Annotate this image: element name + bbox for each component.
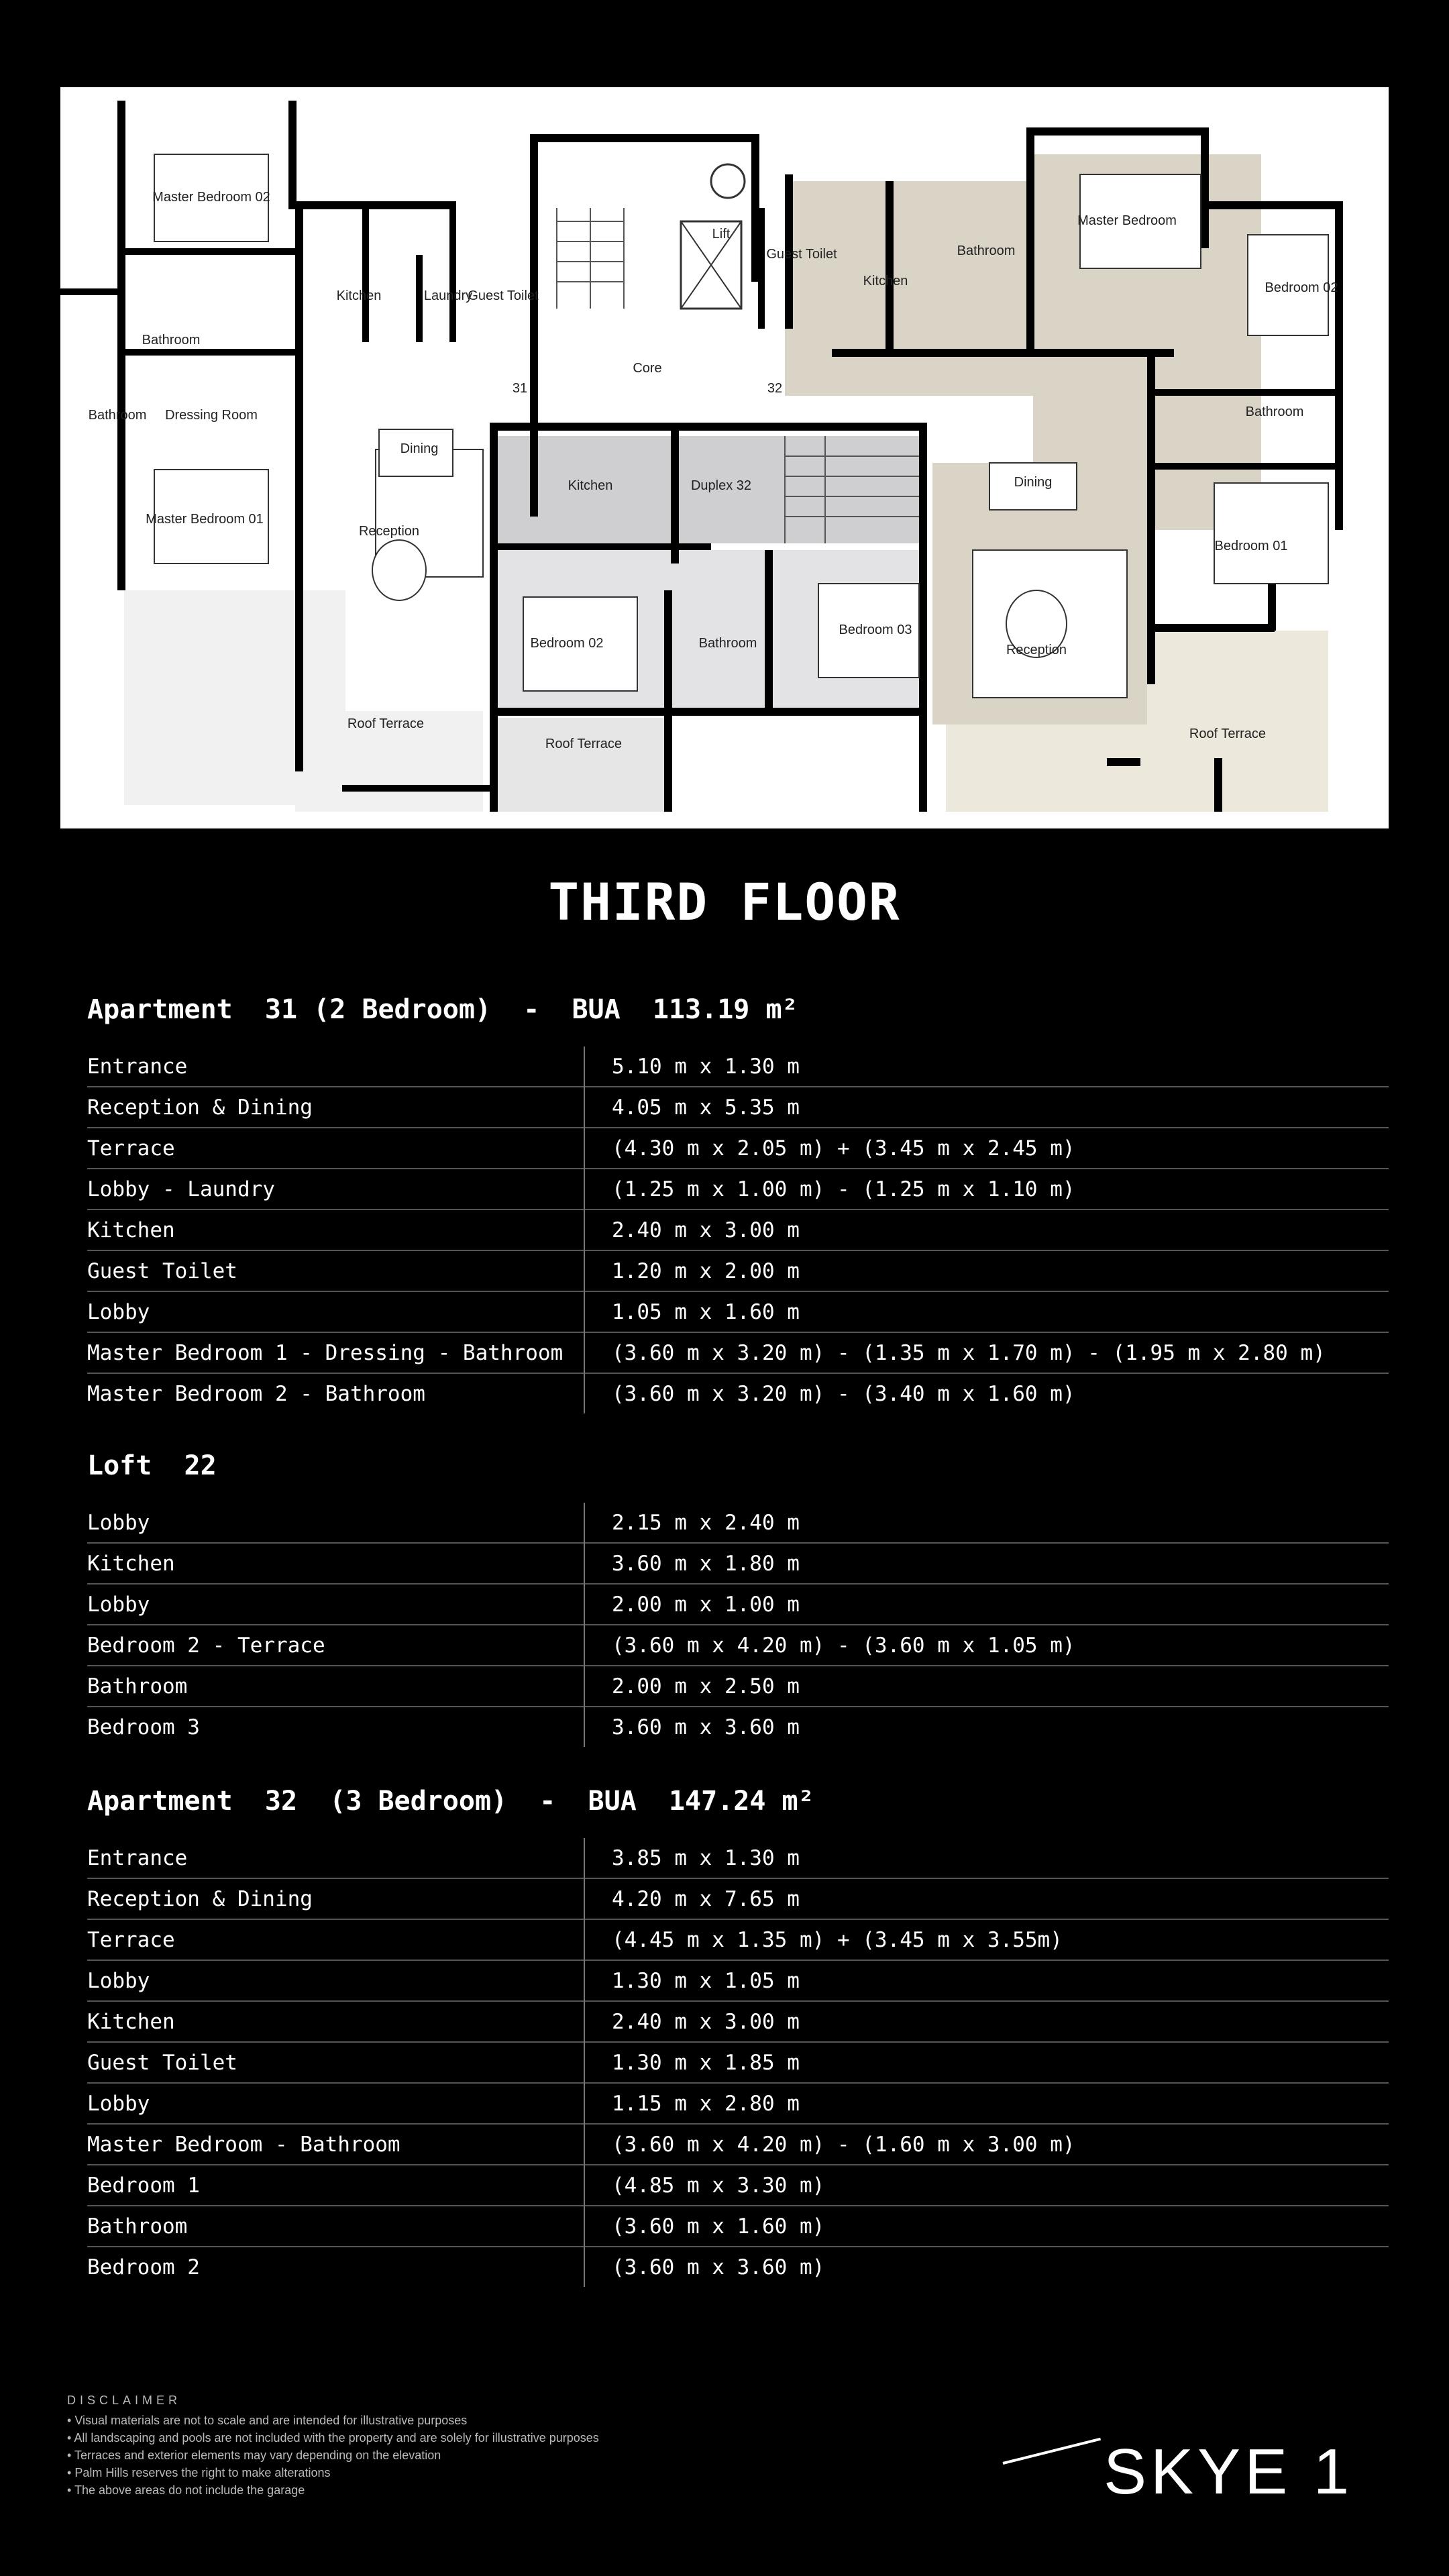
plan-label-reception: Reception xyxy=(358,524,420,539)
table-row xyxy=(87,1707,1389,1747)
room-dimensions: (3.60 m x 1.60 m) xyxy=(612,2214,825,2239)
plan-label-roof-terrace: Roof Terrace xyxy=(347,716,425,731)
table-row xyxy=(87,2001,1389,2042)
room-name: Entrance xyxy=(87,1838,584,1878)
plan-label-bedroom-03: Bedroom 03 xyxy=(839,623,912,637)
section-heading: Loft 22 xyxy=(87,1450,217,1481)
plan-label-unit-31: 31 xyxy=(512,381,528,396)
room-dimensions: (4.30 m x 2.05 m) + (3.45 m x 2.45 m) xyxy=(612,1136,1075,1161)
plan-label-roof-terrace: Roof Terrace xyxy=(1189,727,1267,741)
plan-label-reception: Reception xyxy=(1006,643,1067,657)
section-heading: Apartment 31 (2 Bedroom) - BUA 113.19 m² xyxy=(87,994,798,1025)
table-row xyxy=(87,2042,1389,2083)
room-dimensions: (1.25 m x 1.00 m) - (1.25 m x 1.10 m) xyxy=(612,1177,1075,1201)
spec-table xyxy=(87,1046,1389,1413)
room-dimensions: (4.45 m x 1.35 m) + (3.45 m x 3.55m) xyxy=(612,1927,1063,1952)
plan-label-kitchen: Kitchen xyxy=(336,288,382,303)
plan-label-unit-32: 32 xyxy=(767,381,783,396)
room-name: Bedroom 2 xyxy=(87,2247,584,2287)
table-row xyxy=(87,1584,1389,1625)
table-row xyxy=(87,1250,1389,1291)
plan-label-bedroom-02: Bedroom 02 xyxy=(530,636,604,651)
plan-label-duplex-32: Duplex 32 xyxy=(690,478,752,493)
logo-wordmark: SKYE 1 xyxy=(1104,2436,1354,2508)
plan-label-core: Core xyxy=(633,361,662,376)
table-row xyxy=(87,2247,1389,2287)
table-row xyxy=(87,1919,1389,1960)
disclaimer-list xyxy=(67,2412,738,2499)
table-row xyxy=(87,1332,1389,1373)
table-row xyxy=(87,1625,1389,1666)
room-dimensions: 2.40 m x 3.00 m xyxy=(612,2009,800,2034)
room-name: Terrace xyxy=(87,1919,584,1960)
plan-label-dining: Dining xyxy=(400,441,439,456)
room-name: Master Bedroom 2 - Bathroom xyxy=(87,1373,584,1413)
room-dimensions: 2.00 m x 2.50 m xyxy=(612,1674,800,1699)
plan-label-bathroom: Bathroom xyxy=(142,333,201,347)
room-dimensions: 1.30 m x 1.05 m xyxy=(612,1968,800,1993)
table-row xyxy=(87,1046,1389,1087)
table-row xyxy=(87,2165,1389,2206)
plan-label-bathroom: Bathroom xyxy=(957,244,1016,258)
plan-label-guest-toilet: Guest Toilet xyxy=(766,247,837,262)
room-name: Reception & Dining xyxy=(87,1087,584,1128)
room-dimensions: 3.60 m x 1.80 m xyxy=(612,1551,800,1576)
room-name: Lobby xyxy=(87,2083,584,2124)
table-row xyxy=(87,1666,1389,1707)
table-row xyxy=(87,1169,1389,1210)
room-name: Master Bedroom - Bathroom xyxy=(87,2124,584,2165)
table-row xyxy=(87,2124,1389,2165)
skye-logo xyxy=(1003,2435,1365,2509)
room-name: Bedroom 1 xyxy=(87,2165,584,2206)
room-dimensions: 4.05 m x 5.35 m xyxy=(612,1095,800,1120)
plan-label-laundry: Laundry xyxy=(423,288,473,303)
room-dimensions: 1.05 m x 1.60 m xyxy=(612,1299,800,1324)
section-heading: Apartment 32 (3 Bedroom) - BUA 147.24 m² xyxy=(87,1786,814,1817)
room-name: Bathroom xyxy=(87,2206,584,2247)
table-row xyxy=(87,1210,1389,1250)
room-dimensions: 2.40 m x 3.00 m xyxy=(612,1218,800,1242)
apartment-31-section xyxy=(87,986,1389,1413)
disclaimer-item: • Terraces and exterior elements may vary depending on the elevation xyxy=(67,2447,738,2464)
disclaimer xyxy=(67,2394,738,2499)
disclaimer-item: • The above areas do not include the garage xyxy=(67,2481,738,2499)
room-dimensions: (3.60 m x 3.20 m) - (3.40 m x 1.60 m) xyxy=(612,1381,1075,1406)
plan-label-bathroom: Bathroom xyxy=(88,408,147,423)
logo-slash-mark xyxy=(1003,2438,1102,2465)
table-row xyxy=(87,1838,1389,1878)
room-dimensions: (4.85 m x 3.30 m) xyxy=(612,2173,825,2198)
room-dimensions: 5.10 m x 1.30 m xyxy=(612,1054,800,1079)
table-row xyxy=(87,2206,1389,2247)
plan-label-bathroom: Bathroom xyxy=(698,636,757,651)
room-name: Bathroom xyxy=(87,1666,584,1707)
plan-label-roof-terrace: Roof Terrace xyxy=(545,737,623,751)
room-name: Reception & Dining xyxy=(87,1878,584,1919)
room-name: Entrance xyxy=(87,1046,584,1087)
table-row xyxy=(87,1087,1389,1128)
plan-label-dining: Dining xyxy=(1014,475,1053,490)
table-row xyxy=(87,1128,1389,1169)
room-dimensions: 4.20 m x 7.65 m xyxy=(612,1886,800,1911)
room-name: Kitchen xyxy=(87,1543,584,1584)
disclaimer-item: • Palm Hills reserves the right to make alterations xyxy=(67,2464,738,2481)
room-name: Lobby xyxy=(87,1503,584,1543)
plan-label-master-bedroom-02: Master Bedroom 02 xyxy=(152,190,270,205)
plan-label-kitchen: Kitchen xyxy=(568,478,613,493)
table-row xyxy=(87,1503,1389,1543)
room-dimensions: 3.60 m x 3.60 m xyxy=(612,1715,800,1739)
plan-label-bedroom-01: Bedroom 01 xyxy=(1214,539,1288,553)
room-dimensions: (3.60 m x 4.20 m) - (1.60 m x 3.00 m) xyxy=(612,2132,1075,2157)
disclaimer-item: • All landscaping and pools are not included with the property and are solely for illustrative purposes xyxy=(67,2429,738,2447)
room-dimensions: (3.60 m x 3.60 m) xyxy=(612,2255,825,2279)
table-row xyxy=(87,1291,1389,1332)
room-name: Lobby xyxy=(87,1960,584,2001)
plan-label-guest-toilet: Guest Toilet xyxy=(468,288,539,303)
plan-label-master-bedroom-01: Master Bedroom 01 xyxy=(146,512,264,527)
room-dimensions: 3.85 m x 1.30 m xyxy=(612,1845,800,1870)
disclaimer-title: DISCLAIMER xyxy=(67,2394,182,2407)
room-name: Bedroom 3 xyxy=(87,1707,584,1747)
floor-title: THIRD FLOOR xyxy=(548,872,901,932)
plan-label-lift: Lift xyxy=(712,227,731,241)
room-name: Lobby xyxy=(87,1291,584,1332)
room-name: Master Bedroom 1 - Dressing - Bathroom xyxy=(87,1332,584,1373)
table-row xyxy=(87,1373,1389,1413)
room-dimensions: 1.30 m x 1.85 m xyxy=(612,2050,800,2075)
room-dimensions: (3.60 m x 3.20 m) - (1.35 m x 1.70 m) - (1.95 m x 2.80 m) xyxy=(612,1340,1326,1365)
plan-label-master-bedroom: Master Bedroom xyxy=(1077,213,1177,228)
apartment-32-section xyxy=(87,1778,1389,2287)
table-row xyxy=(87,1878,1389,1919)
room-dimensions: (3.60 m x 4.20 m) - (3.60 m x 1.05 m) xyxy=(612,1633,1075,1658)
floor-plan xyxy=(60,87,1389,828)
room-name: Lobby - Laundry xyxy=(87,1169,584,1210)
room-name: Lobby xyxy=(87,1584,584,1625)
loft-22-section xyxy=(87,1442,1389,1747)
room-dimensions: 1.20 m x 2.00 m xyxy=(612,1258,800,1283)
floor-plan-drawing xyxy=(60,87,1389,828)
room-dimensions: 2.15 m x 2.40 m xyxy=(612,1510,800,1535)
disclaimer-item: • Visual materials are not to scale and are intended for illustrative purposes xyxy=(67,2412,738,2429)
room-name: Guest Toilet xyxy=(87,1250,584,1291)
table-row xyxy=(87,1960,1389,2001)
plan-label-kitchen: Kitchen xyxy=(863,274,908,288)
spec-table xyxy=(87,1838,1389,2287)
room-name: Guest Toilet xyxy=(87,2042,584,2083)
room-name: Kitchen xyxy=(87,1210,584,1250)
spec-table xyxy=(87,1503,1389,1747)
room-name: Terrace xyxy=(87,1128,584,1169)
room-dimensions: 1.15 m x 2.80 m xyxy=(612,2091,800,2116)
room-name: Bedroom 2 - Terrace xyxy=(87,1625,584,1666)
plan-label-dressing-room: Dressing Room xyxy=(165,408,258,423)
table-row xyxy=(87,2083,1389,2124)
plan-label-bedroom-02: Bedroom 02 xyxy=(1265,280,1338,295)
plan-label-bathroom: Bathroom xyxy=(1245,405,1304,419)
room-dimensions: 2.00 m x 1.00 m xyxy=(612,1592,800,1617)
room-name: Kitchen xyxy=(87,2001,584,2042)
table-row xyxy=(87,1543,1389,1584)
